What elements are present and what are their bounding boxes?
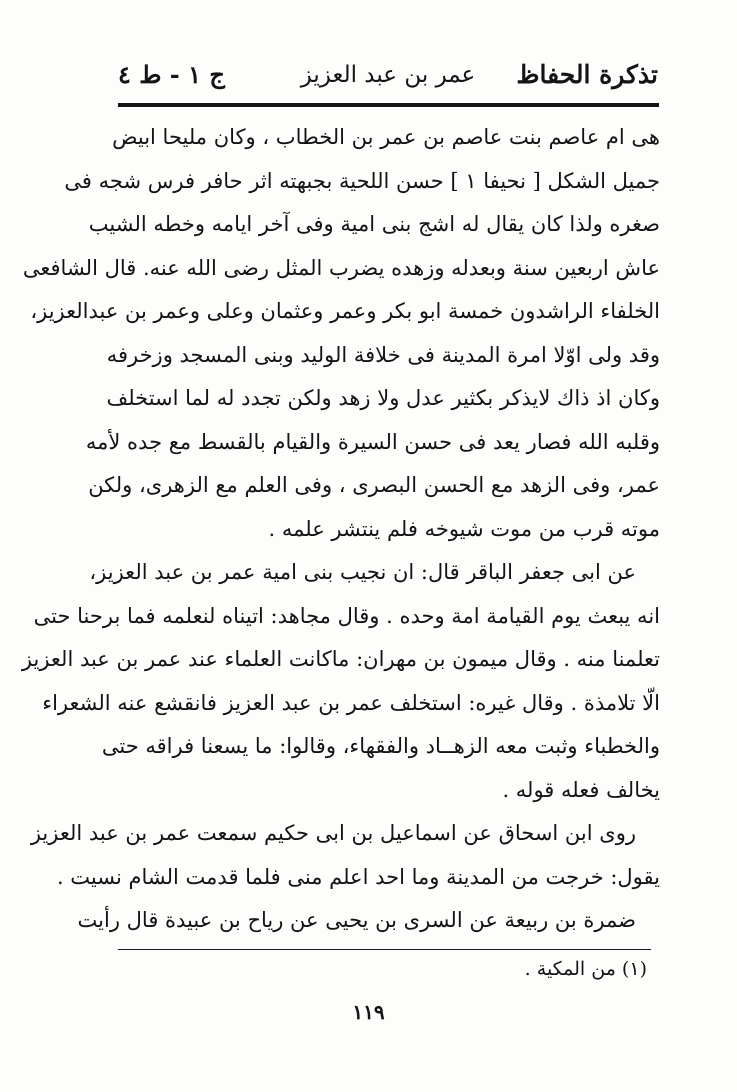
page-number: ١١٩	[352, 1000, 385, 1024]
volume-label: ج ١ - ط ٤	[118, 60, 225, 89]
text-line: الخلفاء الراشدون خمسة ابو بكر وعمر وعثمان وعلى وعمر بن عبدالعزيز،	[30, 299, 660, 323]
text-line: وقلبه الله فصار يعد فى حسن السيرة والقيام بالقسط مع جده لأمه	[85, 429, 660, 454]
text-line: تعلمنا منه . وقال ميمون بن مهران: ماكانت العلماء عند عمر بن عبد العزيز	[21, 647, 660, 671]
text-line: روى ابن اسحاق عن اسماعيل بن ابى حكيم سمعت عمر بن عبد العزيز	[30, 821, 636, 845]
footnote-rule	[118, 949, 651, 950]
text-line: والخطباء وثبت معه الزهــاد والفقهاء، وقالوا: ما يسعنا فراقه حتى	[101, 734, 660, 758]
text-line: وقد ولى اوّلا امرة المدينة فى خلافة الوليد وبنى المسجد وزخرفه	[106, 342, 660, 367]
text-line: ضمرة بن ربيعة عن السرى بن يحيى عن رياح بن عبيدة قال رأيت	[77, 908, 636, 932]
book-title: تذكرة الحفاظ	[516, 60, 658, 89]
text-line: انه يبعث يوم القيامة امة وحده . وقال مجاهد: اتيناه لنعلمه فما برحنا حتى	[33, 603, 660, 628]
text-line: جميل الشكل [ نحيفا ١ ] حسن اللحية بجبهته اثر حافر فرس شجه فى	[64, 168, 660, 193]
text-line: وكان اذ ذاك لايذكر بكثير عدل ولا زهد ولكن تجدد له لما استخلف	[106, 386, 660, 410]
header-rule	[118, 103, 659, 107]
text-line: صغره ولذا كان يقال له اشج بنى امية وفى آخر ايامه وخطه الشيب	[88, 212, 660, 236]
text-line: الّا تلامذة . وقال غيره: استخلف عمر بن عبد العزيز فانقشع عنه الشعراء	[42, 690, 660, 715]
footnote: (١) من المكية .	[524, 958, 647, 980]
running-header	[118, 58, 658, 98]
text-line: عمر، وفى الزهد مع الحسن البصرى ، وفى العلم مع الزهرى، ولكن	[88, 473, 660, 497]
main-text	[21, 116, 660, 943]
text-line: هى ام عاصم بنت عاصم بن عمر بن الخطاب ، وكان مليحا ابيض	[112, 125, 660, 149]
text-line: يخالف فعله قوله .	[502, 777, 660, 802]
section-subject: عمر بن عبد العزيز	[300, 62, 476, 88]
text-line: يقول: خرجت من المدينة وما احد اعلم منى فلما قدمت الشام نسيت .	[56, 864, 660, 889]
text-line: عن ابى جعفر الباقر قال: ان نجيب بنى امية عمر بن عبد العزيز،	[89, 560, 636, 584]
text-line: موته قرب من موت شيوخه فلم ينتشر علمه .	[268, 516, 660, 541]
text-line: عاش اربعين سنة وبعدله وزهده يضرب المثل رضى الله عنه. قال الشافعى	[22, 255, 660, 280]
